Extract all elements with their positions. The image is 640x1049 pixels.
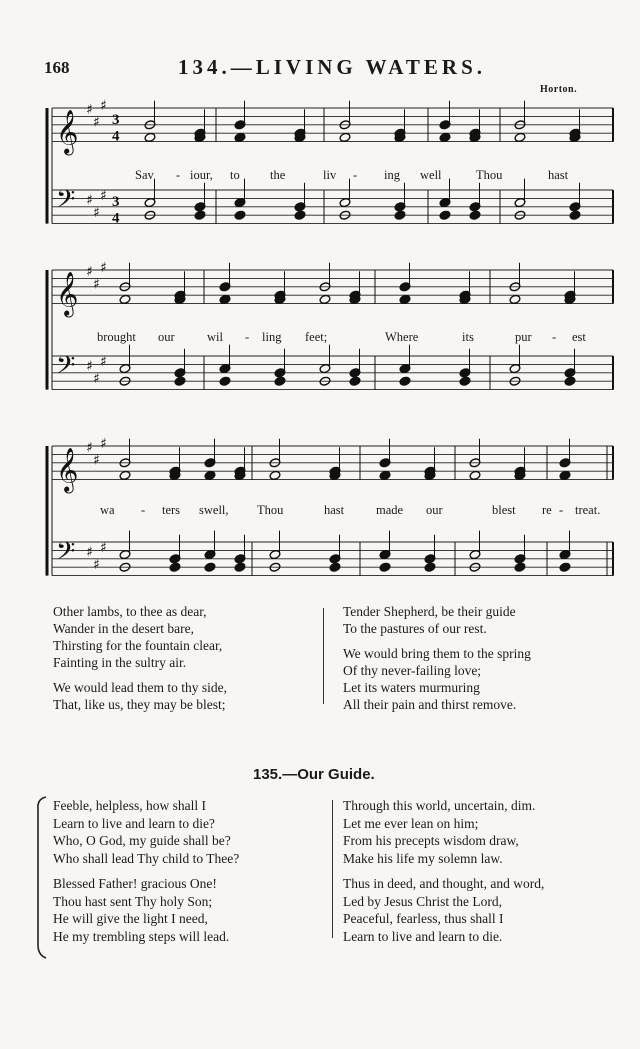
- notehead: [559, 470, 571, 480]
- sharp-icon: ♯: [86, 440, 93, 456]
- sharp-icon: ♯: [86, 264, 93, 280]
- verses-left-column: [53, 603, 227, 713]
- lyric-syllable: ters: [162, 503, 181, 517]
- notehead: [339, 132, 351, 142]
- notehead: [204, 470, 216, 480]
- lyric-syllable: hast: [548, 168, 569, 182]
- lyric-syllable: -: [245, 330, 250, 344]
- lyric-syllable: the: [270, 168, 286, 182]
- verse-line: Make his life my solemn law.: [343, 850, 503, 866]
- notehead: [509, 294, 521, 304]
- verse-line: We would bring them to the spring: [343, 646, 531, 661]
- lyric-syllable: our: [158, 330, 175, 344]
- sharp-icon: ♯: [100, 188, 107, 205]
- notehead: [219, 376, 231, 386]
- verse-line: Led by Jesus Christ the Lord,: [343, 893, 502, 909]
- sharp-icon: ♯: [100, 540, 107, 557]
- verse-line: To the pastures of our rest.: [343, 621, 487, 636]
- lyric-syllable: our: [426, 503, 443, 517]
- sharp-icon: ♯: [100, 259, 107, 276]
- verse-line: Learn to live and learn to die.: [343, 928, 503, 944]
- verse-line: Of thy never-failing love;: [343, 663, 482, 678]
- sharp-icon: ♯: [93, 371, 100, 387]
- sharp-icon: ♯: [86, 102, 93, 118]
- verse-line: Other lambs, to thee as dear,: [53, 604, 207, 619]
- lyric-syllable: est: [572, 330, 586, 344]
- hymn1-verses: [0, 603, 640, 713]
- lyric-syllable: made: [376, 503, 404, 517]
- verses-left-column: [53, 797, 239, 945]
- notehead: [194, 210, 206, 220]
- verse-line: Blessed Father! gracious One!: [53, 876, 217, 891]
- lyric-syllable: ling: [262, 330, 282, 344]
- bass-clef-icon: 𝄢: [56, 184, 76, 220]
- page-number: 168: [44, 58, 70, 77]
- verse-line: He my trembling steps will lead.: [53, 928, 230, 944]
- notehead: [514, 562, 526, 572]
- notehead: [174, 376, 186, 386]
- sharp-icon: ♯: [86, 544, 93, 561]
- lyric-syllable: blest: [492, 503, 516, 517]
- verses-right-column: [343, 797, 544, 945]
- lyric-syllable: brought: [97, 330, 136, 344]
- notehead: [569, 210, 581, 220]
- lyric-syllable: -: [552, 330, 557, 344]
- time-signature-top: 3: [112, 111, 120, 128]
- notehead: [439, 132, 451, 142]
- sharp-icon: ♯: [100, 435, 107, 452]
- lyric-syllable: its: [462, 330, 474, 344]
- sharp-icon: ♯: [93, 205, 100, 221]
- lyric-syllable: liv: [323, 168, 337, 182]
- verse-line: Thus in deed, and thought, and word,: [343, 876, 545, 891]
- notehead: [564, 376, 576, 386]
- lyric-syllable: -: [141, 503, 146, 517]
- lyric-syllable: -: [559, 503, 564, 517]
- sharp-icon: ♯: [93, 452, 100, 469]
- lyric-syllable: swell,: [199, 503, 229, 517]
- sharp-icon: ♯: [93, 557, 100, 573]
- bass-clef-icon: 𝄢: [56, 350, 76, 386]
- notehead: [424, 562, 436, 572]
- notehead: [294, 210, 306, 220]
- notehead: [439, 210, 451, 220]
- notehead: [399, 294, 411, 304]
- lyric-syllable: Thou: [476, 168, 503, 182]
- notehead: [234, 132, 246, 142]
- lyric-syllable: wa: [100, 503, 115, 517]
- notehead: [469, 210, 481, 220]
- verse-line: He will give the light I need,: [53, 911, 208, 926]
- notehead: [379, 562, 391, 572]
- lyric-syllable: iour,: [190, 168, 213, 182]
- verse-line: All their pain and thirst remove.: [343, 697, 517, 712]
- lyric-syllable: wil: [207, 330, 223, 344]
- verse-line: From his precepts wisdom draw,: [343, 833, 519, 848]
- lyric-syllable: treat.: [575, 503, 601, 517]
- notehead: [269, 470, 281, 480]
- lyric-syllable: well: [420, 168, 442, 182]
- time-signature-bottom: 4: [112, 210, 120, 227]
- verse-line: Wander in the desert bare,: [53, 621, 194, 636]
- time-signature-top: 3: [112, 193, 120, 210]
- lyric-syllable: Thou: [257, 503, 284, 517]
- notehead: [349, 376, 361, 386]
- notehead: [469, 470, 481, 480]
- lyric-syllable: -: [353, 168, 358, 182]
- sharp-icon: ♯: [100, 354, 107, 371]
- notehead: [399, 376, 411, 386]
- notehead: [559, 562, 571, 572]
- sharp-icon: ♯: [86, 358, 93, 375]
- lyric-syllable: hast: [324, 503, 345, 517]
- treble-clef-icon: 𝄞: [56, 271, 79, 316]
- lyric-syllable: Where: [385, 330, 419, 344]
- notehead: [379, 470, 391, 480]
- notehead: [329, 562, 341, 572]
- notehead: [234, 562, 246, 572]
- notehead: [234, 210, 246, 220]
- hymn-title: 134.—LIVING WATERS.: [178, 55, 487, 79]
- column-divider: [332, 800, 333, 938]
- lyric-syllable: -: [176, 168, 181, 182]
- time-signature-bottom: 4: [112, 128, 120, 145]
- notehead: [119, 294, 131, 304]
- notehead: [204, 562, 216, 572]
- verse-line: Let me ever lean on him;: [343, 815, 479, 831]
- notehead: [144, 132, 156, 142]
- sharp-icon: ♯: [93, 276, 100, 293]
- bass-clef-icon: 𝄢: [56, 536, 76, 572]
- verse-line: Peaceful, fearless, thus shall I: [343, 911, 504, 926]
- verse-line: Let its waters murmuring: [343, 680, 480, 695]
- notehead: [274, 376, 286, 386]
- verse-line: Who shall lead Thy child to Thee?: [53, 850, 240, 866]
- treble-clef-icon: 𝄞: [56, 109, 79, 154]
- notehead: [459, 376, 471, 386]
- verse-line: Fainting in the sultry air.: [53, 655, 187, 670]
- verse-line: That, like us, they may be blest;: [53, 697, 226, 712]
- notehead: [394, 210, 406, 220]
- notehead: [219, 294, 231, 304]
- verse-line: Learn to live and learn to die?: [53, 815, 215, 831]
- verse-line: Tender Shepherd, be their guide: [343, 604, 516, 619]
- lyric-syllable: ing: [384, 168, 400, 182]
- lyric-syllable: re: [542, 503, 552, 517]
- verses-right-column: [343, 603, 531, 713]
- verse-line: We would lead them to thy side,: [53, 680, 228, 695]
- lyric-syllable: to: [230, 168, 240, 182]
- verse-line: Thou hast sent Thy holy Son;: [53, 893, 213, 909]
- verse-line: Feeble, helpless, how shall I: [53, 798, 206, 813]
- column-divider: [323, 608, 324, 704]
- verse-line: Through this world, uncertain, dim.: [343, 798, 536, 813]
- lyric-line-3: [0, 503, 640, 521]
- notehead: [119, 470, 131, 480]
- lyric-syllable: pur: [515, 330, 532, 344]
- lyric-line-1: [0, 168, 640, 186]
- sharp-icon: ♯: [86, 192, 93, 209]
- sharp-icon: ♯: [100, 97, 107, 114]
- notehead: [169, 562, 181, 572]
- notehead: [514, 132, 526, 142]
- lyric-line-2: [0, 330, 640, 348]
- composer-name: Horton.: [540, 84, 578, 95]
- treble-clef-icon: 𝄞: [56, 447, 79, 492]
- lyric-syllable: Sav: [135, 168, 154, 182]
- verse-line: Thirsting for the fountain clear,: [53, 638, 223, 653]
- notehead: [319, 294, 331, 304]
- verse-line: Who, O God, my guide shall be?: [53, 833, 231, 848]
- sharp-icon: ♯: [93, 114, 100, 131]
- hymn2-verses: [0, 797, 640, 947]
- hymn2-title: 135.—Our Guide.: [253, 766, 375, 783]
- lyric-syllable: feet;: [305, 330, 328, 344]
